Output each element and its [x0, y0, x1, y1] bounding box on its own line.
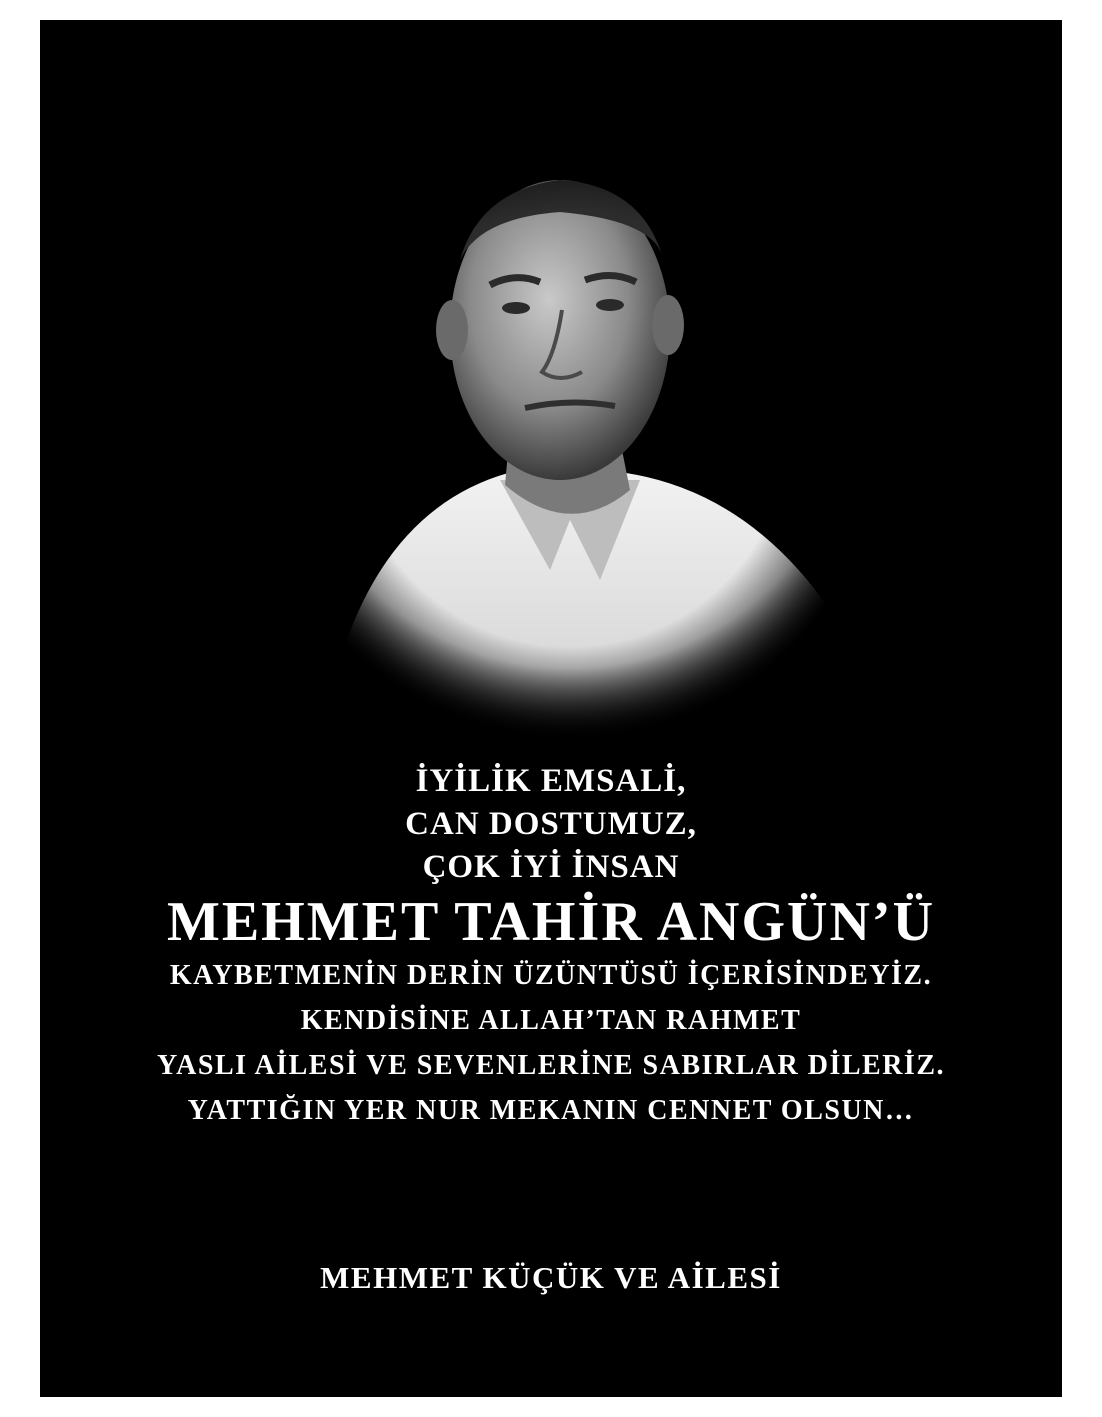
message-line: YASLI AİLESİ VE SEVENLERİNE SABIRLAR DİLERİZ. — [157, 1050, 945, 1081]
obituary-notice — [40, 20, 1062, 1397]
message-line: KAYBETMENİN DERİN ÜZÜNTÜSÜ İÇERİSİNDEYİZ. — [169, 960, 933, 991]
message-line: KENDİSİNE ALLAH’TAN RAHMET — [300, 1005, 802, 1036]
message-line: YATTIĞIN YER NUR MEKANIN CENNET OLSUN… — [187, 1095, 915, 1126]
intro-text — [40, 760, 1062, 1133]
intro-line: ÇOK İYİ İNSAN — [422, 849, 680, 885]
signature: MEHMET KÜÇÜK VE AİLESİ — [320, 1260, 782, 1295]
intro-line: İYİLİK EMSALİ, — [415, 763, 687, 799]
intro-line: CAN DOSTUMUZ, — [405, 806, 697, 842]
deceased-name: MEHMET TAHİR ANGÜN’Ü — [166, 891, 936, 953]
portrait-photo — [270, 140, 870, 740]
